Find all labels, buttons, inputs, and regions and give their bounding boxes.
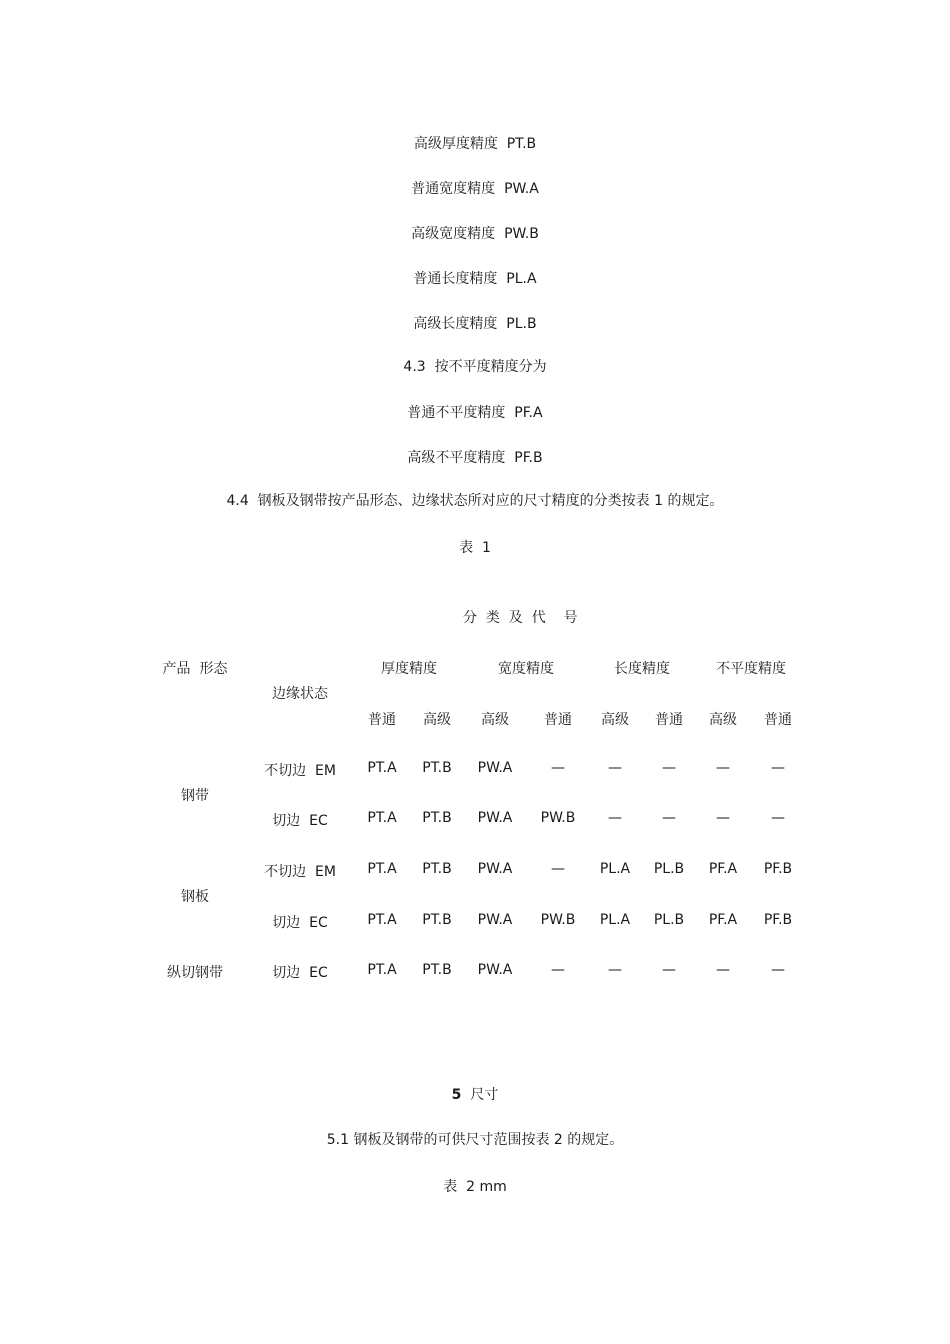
table-cell: PT.A xyxy=(367,810,397,826)
classification-line: 高级长度精度 PL.B xyxy=(413,316,537,332)
table-cell: PT.A xyxy=(367,962,397,978)
header-width: 宽度精度 xyxy=(498,661,554,677)
subheader: 普通 xyxy=(764,712,792,728)
classification-line: 高级不平度精度 PF.B xyxy=(407,450,543,466)
table-cell: — xyxy=(716,760,730,776)
table-cell: PF.B xyxy=(763,861,793,877)
product-label: 钢板 xyxy=(181,889,209,905)
classification-line: 普通不平度精度 PF.A xyxy=(407,405,543,421)
subheader: 普通 xyxy=(544,712,572,728)
table-cell: PW.B xyxy=(540,912,576,928)
table-cell: PL.B xyxy=(653,912,685,928)
table-cell: PT.A xyxy=(367,760,397,776)
table-cell: — xyxy=(771,962,785,978)
subheader: 普通 xyxy=(368,712,396,728)
section-title: 尺寸 xyxy=(470,1087,499,1103)
table-cell: PW.B xyxy=(540,810,576,826)
table-cell: — xyxy=(716,810,730,826)
table-cell: — xyxy=(716,962,730,978)
header-product-form: 产品 形态 xyxy=(162,661,228,677)
classification-line: 高级厚度精度 PT.B xyxy=(413,136,537,152)
table-cell: PT.A xyxy=(367,912,397,928)
header-thickness: 厚度精度 xyxy=(381,661,437,677)
header-flatness: 不平度精度 xyxy=(716,661,786,677)
table-cell: PT.B xyxy=(422,962,452,978)
table1-caption: 表 1 xyxy=(459,540,491,556)
subheader: 高级 xyxy=(481,712,509,728)
table-cell: PW.A xyxy=(477,760,513,776)
edge-cell: 不切边 EM xyxy=(264,763,336,779)
classification-line: 高级宽度精度 PW.B xyxy=(411,226,539,242)
section-5-heading xyxy=(0,1084,950,1104)
table-cell: PL.A xyxy=(599,861,631,877)
table-cell: PT.A xyxy=(367,861,397,877)
table-cell: PT.B xyxy=(422,760,452,776)
table-cell: PT.B xyxy=(422,861,452,877)
section-number: 5 xyxy=(451,1087,462,1103)
edge-cell: 不切边 EM xyxy=(264,864,336,880)
table-cell: — xyxy=(551,962,565,978)
header-length: 长度精度 xyxy=(614,661,670,677)
table-cell: — xyxy=(662,760,676,776)
table-cell: — xyxy=(662,962,676,978)
product-label: 钢带 xyxy=(181,788,209,804)
table-cell: PF.B xyxy=(763,912,793,928)
table-cell: PW.A xyxy=(477,962,513,978)
subheader: 普通 xyxy=(655,712,683,728)
table-cell: PT.B xyxy=(422,912,452,928)
table-cell: — xyxy=(608,760,622,776)
table1-group-header: 分 类 及 代 号 xyxy=(463,610,578,626)
table-cell: — xyxy=(551,861,565,877)
subheader: 高级 xyxy=(709,712,737,728)
edge-cell: 切边 EC xyxy=(272,813,328,829)
table2-caption: 表 2 mm xyxy=(443,1179,507,1195)
table-cell: — xyxy=(608,810,622,826)
table-cell: PW.A xyxy=(477,861,513,877)
table-cell: PT.B xyxy=(422,810,452,826)
table-cell: — xyxy=(771,810,785,826)
table-cell: PW.A xyxy=(477,912,513,928)
edge-cell: 切边 EC xyxy=(272,965,328,981)
clause-4-3: 4.3 按不平度精度分为 xyxy=(403,359,547,375)
table-cell: PF.A xyxy=(708,861,738,877)
table-cell: — xyxy=(662,810,676,826)
product-label: 纵切钢带 xyxy=(167,965,223,981)
clause-5-1: 5.1 钢板及钢带的可供尺寸范围按表 2 的规定。 xyxy=(326,1132,624,1148)
table-cell: PW.A xyxy=(477,810,513,826)
classification-line: 普通宽度精度 PW.A xyxy=(411,181,539,197)
classification-line: 普通长度精度 PL.A xyxy=(413,271,537,287)
table-cell: PL.A xyxy=(599,912,631,928)
table-cell: PF.A xyxy=(708,912,738,928)
subheader: 高级 xyxy=(601,712,629,728)
table-cell: — xyxy=(771,760,785,776)
clause-4-4: 4.4 钢板及钢带按产品形态、边缘状态所对应的尺寸精度的分类按表 1 的规定。 xyxy=(226,493,724,509)
table-cell: — xyxy=(608,962,622,978)
edge-cell: 切边 EC xyxy=(272,915,328,931)
header-edge-state: 边缘状态 xyxy=(272,686,328,702)
table-cell: PL.B xyxy=(653,861,685,877)
subheader: 高级 xyxy=(423,712,451,728)
table-cell: — xyxy=(551,760,565,776)
